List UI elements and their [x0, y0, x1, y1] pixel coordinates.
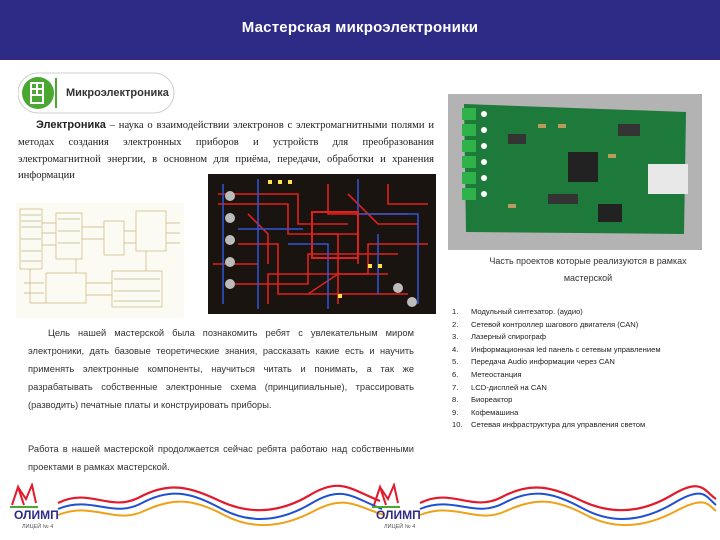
header-bar — [0, 0, 720, 60]
list-item: 8. Биореактор — [452, 395, 513, 405]
pcb-layout-image — [208, 174, 436, 314]
olymp-logo-left — [10, 485, 38, 507]
progress-paragraph: Работа в нашей мастерской продолжается сейчас ребята работаю над собственными проектами в рамках мастерской. — [28, 444, 414, 472]
list-item: 6. Метеостанция — [452, 369, 522, 379]
olymp-logo-left-text: ОЛИМП — [14, 508, 59, 522]
olymp-logo-right-subtext: ЛИЦЕЙ № 4 — [384, 524, 416, 530]
list-item: 9. Кофемашина — [452, 407, 519, 417]
olymp-logo-right-text: ОЛИМП — [376, 508, 421, 522]
projects-list — [452, 306, 661, 432]
microelectronics-logo — [18, 72, 176, 114]
board-graphic — [448, 94, 702, 250]
footer-waves — [0, 483, 720, 540]
list-item: 5. Передача Audio информации через CAN — [452, 357, 615, 367]
intro-definition: – наука о взаимодействии электронов с электромагнитными полями и методах создания электронных приборов и устройств для преобразования электромагнитной энергии, в основном для приёма, передачи, обработки и хранения информации — [18, 120, 434, 182]
goal-paragraph: Цель нашей мастерской была познакомить ребят с увлекательным миром электроники, дать базовые теоретические знания, рассказать какие есть и научить применять электронные компоненты, научиться читать и понимать, а так же разрабатывать собственные электронные схема (принципиальные), трассировать (разводить) печатные платы и конструировать приборы. — [28, 328, 414, 410]
list-item: 3. Лазерный спирограф — [452, 332, 547, 342]
logo-label: Микроэлектроника — [66, 87, 169, 99]
list-item: 1. Модульный синтезатор. (аудио) — [452, 307, 583, 316]
projects-caption: Часть проектов которые реализуются в рамках мастерской — [489, 256, 687, 283]
olymp-logo-right — [372, 485, 400, 507]
intro-term: Электроника — [36, 119, 106, 131]
page-title: Мастерская микроэлектроники — [241, 19, 479, 36]
schematic-image — [16, 203, 184, 318]
pcb-board-render — [448, 94, 702, 250]
olymp-logo-left-subtext: ЛИЦЕЙ № 4 — [22, 524, 54, 530]
list-item: 2. Сетевой контроллер шагового двигателя (CAN) — [452, 319, 639, 329]
list-item: 7. LCD-дисплей на CAN — [452, 382, 547, 392]
list-item: 10. Сетевая инфраструктура для управления светом — [452, 420, 646, 430]
list-item: 4. Информационная led панель с сетевым управлением — [452, 344, 661, 354]
